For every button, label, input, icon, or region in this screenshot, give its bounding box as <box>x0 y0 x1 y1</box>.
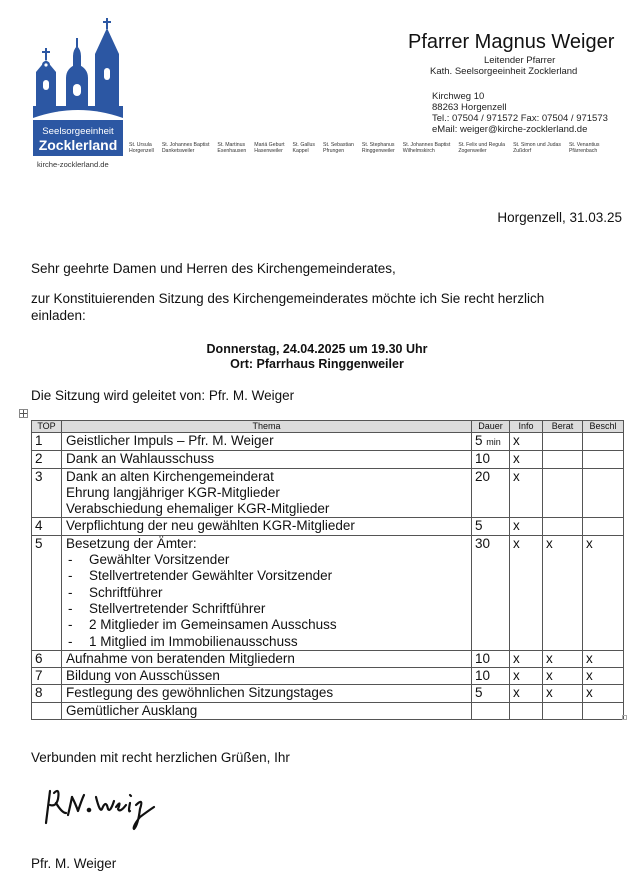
parish-village: Danketsweiler <box>161 148 195 154</box>
parish-village: Horgenzell <box>129 148 154 154</box>
duration-value: 10 <box>475 668 491 684</box>
duration-unit: min <box>486 437 501 447</box>
parish-church: St. Sebastian <box>323 142 354 148</box>
agenda-subitem <box>66 552 471 568</box>
agenda-topic <box>62 668 472 685</box>
agenda-subitem-text: Stellvertretender Schriftführer <box>89 600 266 616</box>
agenda-duration <box>472 650 510 667</box>
agenda-resolution-mark <box>583 702 624 719</box>
agenda-info-mark: x <box>510 433 543 451</box>
parish-item <box>569 142 600 154</box>
agenda-top-number <box>32 702 62 719</box>
agenda-resolution-mark <box>583 468 624 518</box>
parish-church: St. Gallus <box>292 142 316 148</box>
parish-village: Wilhelmskirch <box>402 148 435 154</box>
address-street: Kirchweg 10 <box>432 91 485 102</box>
agenda-top-number: 5 <box>32 535 62 650</box>
column-header-consultation: Berat <box>543 421 583 433</box>
parish-village: Ringgenweiler <box>361 148 395 154</box>
agenda-resolution-mark: x <box>583 535 624 650</box>
duration-value: 10 <box>475 650 491 666</box>
closing-line: Verbunden mit recht herzlichen Grüßen, Ihr <box>31 750 290 765</box>
agenda-duration <box>472 433 510 451</box>
agenda-topic <box>62 518 472 535</box>
place-date: Horgenzell, 31.03.25 <box>497 210 622 225</box>
parish-item <box>254 142 284 154</box>
duration-value: 5 <box>475 518 483 534</box>
agenda-subitem <box>66 601 471 617</box>
agenda-subitem-text: Gewählter Vorsitzender <box>89 552 230 568</box>
address-phone-fax: Tel.: 07504 / 971572 Fax: 07504 / 971573 <box>432 113 608 124</box>
column-header-info: Info <box>510 421 543 433</box>
agenda-subitem <box>66 617 471 633</box>
table-resize-handle-icon[interactable] <box>622 715 627 720</box>
agenda-resolution-mark <box>583 433 624 451</box>
agenda-subitem <box>66 585 471 601</box>
agenda-topic-line: Besetzung der Ämter: <box>66 535 197 551</box>
agenda-topic-line: Bildung von Ausschüssen <box>66 668 220 684</box>
agenda-topic <box>62 433 472 451</box>
table-row <box>32 518 624 535</box>
agenda-consultation-mark: x <box>543 668 583 685</box>
agenda-topic-line: Dank an Wahlausschuss <box>66 451 215 467</box>
handwritten-signature <box>40 783 162 833</box>
parish-church: St. Venantius <box>568 142 600 148</box>
agenda-consultation-mark <box>543 468 583 518</box>
bullet-dash: - <box>68 600 73 616</box>
agenda-duration <box>472 685 510 702</box>
table-row <box>32 468 624 518</box>
agenda-topic-line: Verabschiedung ehemaliger KGR-Mitglieder <box>66 501 330 517</box>
table-move-handle-icon[interactable] <box>19 409 28 418</box>
agenda-resolution-mark <box>583 451 624 468</box>
bullet-dash: - <box>68 633 73 649</box>
parish-church: St. Johannes Baptist <box>402 142 451 148</box>
agenda-resolution-mark: x <box>583 668 624 685</box>
parish-village: Zußdorf <box>513 148 532 154</box>
agenda-subitem-text: 2 Mitglieder im Gemeinsamen Ausschuss <box>89 617 337 633</box>
agenda-topic-line: Verpflichtung der neu gewählten KGR-Mitglieder <box>66 518 355 534</box>
signer-name: Pfr. M. Weiger <box>31 856 117 871</box>
parish-church: St. Stephanus <box>361 142 395 148</box>
invitation-line: einladen: <box>31 308 86 323</box>
parish-list <box>129 142 608 154</box>
bullet-dash: - <box>68 568 73 584</box>
agenda-topic-line: Ehrung langjähriger KGR-Mitglieder <box>66 484 280 500</box>
agenda-consultation-mark: x <box>543 535 583 650</box>
duration-value: 10 <box>475 451 491 467</box>
agenda-subitem <box>66 634 471 650</box>
parish-item <box>323 142 354 154</box>
duration-value: 30 <box>475 535 491 551</box>
parish-church: St. Johannes Baptist <box>161 142 210 148</box>
agenda-subitem-text: Stellvertretender Gewählter Vorsitzender <box>89 568 333 584</box>
column-header-duration: Dauer <box>472 421 510 433</box>
agenda-topic <box>62 451 472 468</box>
agenda-topic <box>62 685 472 702</box>
agenda-info-mark: x <box>510 685 543 702</box>
agenda-duration <box>472 451 510 468</box>
address-email: eMail: weiger@kirche-zocklerland.de <box>432 124 588 135</box>
parish-item <box>293 142 316 154</box>
salutation: Sehr geehrte Damen und Herren des Kirchengemeinderates, <box>31 261 396 276</box>
parish-item <box>403 142 451 154</box>
parish-item <box>513 142 561 154</box>
agenda-topic-line: Aufnahme von beratenden Mitgliedern <box>66 650 295 666</box>
sender-name: Pfarrer Magnus Weiger <box>408 31 615 53</box>
parish-church: St. Martinus <box>217 142 246 148</box>
agenda-duration <box>472 518 510 535</box>
website-url: kirche-zocklerland.de <box>37 160 109 169</box>
parish-item <box>129 142 154 154</box>
agenda-consultation-mark: x <box>543 650 583 667</box>
agenda-info-mark: x <box>510 650 543 667</box>
agenda-topic <box>62 650 472 667</box>
agenda-consultation-mark <box>543 702 583 719</box>
agenda-duration <box>472 702 510 719</box>
bullet-dash: - <box>68 617 73 633</box>
column-header-topic: Thema <box>62 421 472 433</box>
parish-item <box>458 142 505 154</box>
table-row <box>32 668 624 685</box>
agenda-topic <box>62 468 472 518</box>
agenda-consultation-mark <box>543 433 583 451</box>
agenda-topic <box>62 702 472 719</box>
agenda-info-mark <box>510 702 543 719</box>
agenda-duration <box>472 535 510 650</box>
parish-village: Hasenweiler <box>254 148 283 154</box>
meeting-place: Ort: Pfarrhaus Ringgenweiler <box>230 357 404 371</box>
parish-village: Kappel <box>292 148 309 154</box>
agenda-consultation-mark <box>543 518 583 535</box>
duration-value: 5 <box>475 433 483 448</box>
agenda-info-mark: x <box>510 535 543 650</box>
invitation-line: zur Konstituierenden Sitzung des Kirchengemeinderates möchte ich Sie recht herzlich <box>31 291 545 306</box>
agenda-subitem <box>66 568 471 584</box>
parish-logo <box>33 18 123 156</box>
agenda-topic-line: Dank an alten Kirchengemeinderat <box>66 468 274 484</box>
agenda-subitem-text: Schriftführer <box>89 584 163 600</box>
agenda-header-row <box>32 421 624 433</box>
parish-church: St. Ursula <box>129 142 152 148</box>
agenda-topic-line: Geistlicher Impuls – Pfr. M. Weiger <box>66 433 274 448</box>
parish-item <box>362 142 395 154</box>
agenda-resolution-mark: x <box>583 685 624 702</box>
duration-value: 20 <box>475 468 491 484</box>
duration-value: 5 <box>475 685 483 701</box>
parish-village: Zogenweiler <box>458 148 487 154</box>
table-row <box>32 535 624 650</box>
parish-village: Pfrungen <box>323 148 345 154</box>
agenda-info-mark: x <box>510 468 543 518</box>
agenda-info-mark: x <box>510 668 543 685</box>
logo-brand-line2: Zocklerland <box>38 137 118 153</box>
agenda-consultation-mark: x <box>543 685 583 702</box>
agenda-top-number: 6 <box>32 650 62 667</box>
agenda-top-number: 4 <box>32 518 62 535</box>
agenda-topic-line: Festlegung des gewöhnlichen Sitzungstages <box>66 685 334 701</box>
agenda-resolution-mark <box>583 518 624 535</box>
agenda-top-number: 3 <box>32 468 62 518</box>
parish-church: St. Simon und Judas <box>513 142 561 148</box>
parish-village: Pfärrenbach <box>568 148 598 154</box>
address-zip-city: 88263 Horgenzell <box>432 102 507 113</box>
agenda-info-mark: x <box>510 451 543 468</box>
table-row <box>32 650 624 667</box>
column-header-resolution: Beschl <box>583 421 624 433</box>
table-row <box>32 685 624 702</box>
agenda-top-number: 1 <box>32 433 62 451</box>
agenda-top-number: 7 <box>32 668 62 685</box>
sender-organization: Kath. Seelsorgeeinheit Zocklerland <box>430 66 578 77</box>
parish-item <box>162 142 210 154</box>
parish-village: Esenhausen <box>217 148 247 154</box>
sender-role: Leitender Pfarrer <box>484 55 556 66</box>
column-header-top: TOP <box>32 421 62 433</box>
parish-item <box>217 142 246 154</box>
parish-church: Mariä Geburt <box>254 142 285 148</box>
table-row <box>32 702 624 719</box>
agenda-table <box>31 420 624 720</box>
agenda-top-number: 8 <box>32 685 62 702</box>
parish-church: St. Felix und Regula <box>458 142 506 148</box>
table-row <box>32 451 624 468</box>
agenda-duration <box>472 668 510 685</box>
agenda-subitem-text: 1 Mitglied im Immobilienausschuss <box>89 633 298 649</box>
agenda-resolution-mark: x <box>583 650 624 667</box>
agenda-topic <box>62 535 472 650</box>
agenda-top-number: 2 <box>32 451 62 468</box>
bullet-dash: - <box>68 552 73 568</box>
chair-line: Die Sitzung wird geleitet von: Pfr. M. Weiger <box>31 388 295 403</box>
agenda-topic-line: Gemütlicher Ausklang <box>66 702 198 718</box>
logo-brand-line1: Seelsorgeeinheit <box>42 126 114 137</box>
table-row <box>32 433 624 451</box>
agenda-consultation-mark <box>543 451 583 468</box>
agenda-info-mark: x <box>510 518 543 535</box>
agenda-duration <box>472 468 510 518</box>
bullet-dash: - <box>68 584 73 600</box>
meeting-date: Donnerstag, 24.04.2025 um 19.30 Uhr <box>206 342 428 356</box>
